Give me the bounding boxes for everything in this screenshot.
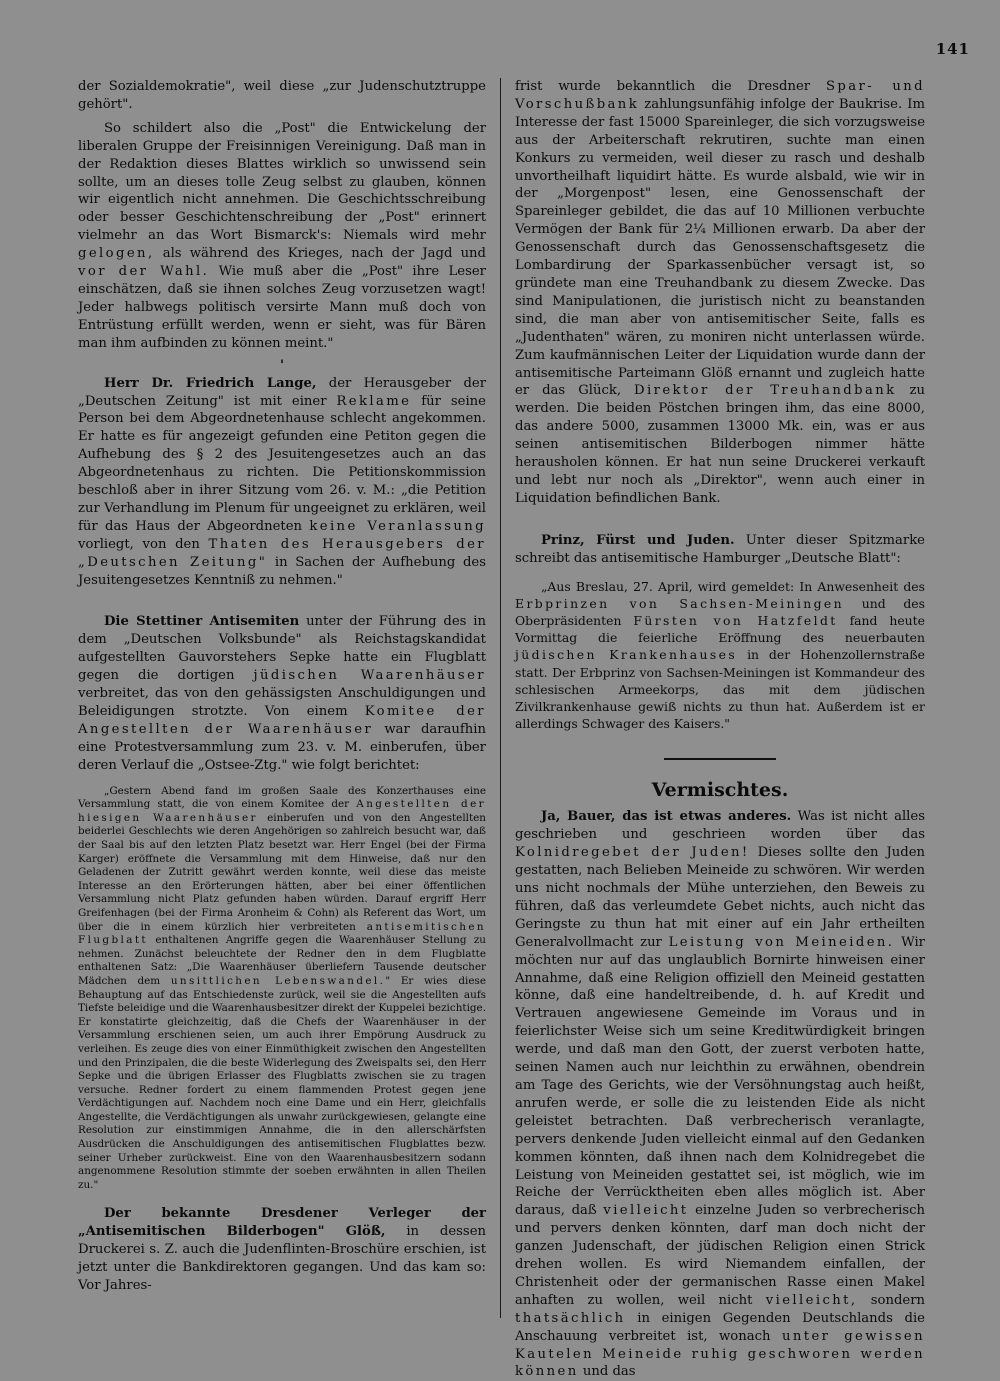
- left-column: [78, 78, 486, 1295]
- article-bauer-heading: Ja, Bauer, das ist etwas anderes.: [541, 809, 792, 825]
- right-column: [515, 78, 925, 1381]
- article-gloess-continued: frist wurde bekanntlich die Dresdner Spar- und Vorschußbank zahlungsunfähig infolge der Baukrise. Im Interesse der fast 15000 Spareinleger, die sich vorzugsweise aus der Arbeiterschaft rekrutiren, suchte man einen Konkurs zu vermeiden, weil dieser zu rasch und deshalb unvortheilhaft liquidirt hätte. Es wurde alsbald, wie wir in der „Morgenpost" lesen, eine Genossenschaft der Spareinleger gebildet, die das auf 10 Millionen verbuchte Vermögen der Bank für 2¼ Millionen erwarb. Da aber der Genossenschaft durch das Genossenschaftsgesetz die Lombardirung der Sparkassenbücher versagt ist, so gründete man eine Treuhandbank zu diesem Zwecke. Das sind Manipulationen, die juristisch nicht zu beanstanden sind, die man aber von antisemitischer Seite, falls es „Judenthaten" wären, zu moniren nicht unterlassen würde. Zum kaufmännischen Leiter der Liquidation wurde dann der antisemitische Parteimann Glöß ernannt und zugleich hatte er das Glück, Direktor der Treuhandbank zu werden. Die beiden Pöstchen bringen ihm, das eine 8000, das andere 5000, zusammen 13000 Mk. ein, was er aus seinen antisemitischen Bilderbogen nimmer hätte herausholen können. Er hat nun seine Druckerei verkauft und lebt nur noch als „Direktor", wenn auch einer in Liquidation befindlichen Bank.: [515, 79, 926, 506]
- quote-ostsee-zeitung: „Gestern Abend fand im großen Saale des Konzerthauses eine Versammlung statt, die von einem Komitee der Angestellten der hiesigen Waarenhäuser einberufen und von den Angestellten beiderlei Geschlechts wie deren Angehörigen so zahlreich besucht war, daß der Saal bis auf den letzten Platz besetzt war. Herr Engel (bei der Firma Karger) eröffnete die Versammlung mit dem Hinweise, daß nur den Geladenen der Zutritt gewährt werden konnte, weil diese das meiste Interesse an den Erörterungen hätten, aber bei einer öffentlichen Versammlung nicht Platz gefunden haben würden. Darauf ergriff Herr Greifenhagen (bei der Firma Aronheim & Cohn) als Referent das Wort, um über die in einem kürzlich hier verbreiteten antisemitischen Flugblatt enthaltenen Angriffe gegen die Waarenhäuser Stellung zu nehmen. Zunächst beleuchtete der Redner den in dem Flugblatte enthaltenen Satz: „Die Waarenhäuser überliefern Tausende deutscher Mädchen dem unsittlichen Lebenswandel." Er wies diese Behauptung auf das Entschiedenste zurück, weil sie die Angestellten aufs Tiefste beleidige und die Waarenhausbesitzer direkt der Kuppelei bezichtige. Er konstatirte gleichzeitig, daß die Chefs der Waarenhäuser in der Versammlung erschienen seien, um auch ihrer Empörung Ausdruck zu verleihen. Es zeuge dies von einer Einmüthigkeit zwischen den Angestellten und den Prinzipalen, die die beste Widerlegung des Zweispalts sei, den Herr Sepke und die übrigen Erlasser des Flugblatts zwischen sie zu tragen versuche. Redner fordert zu einem flammenden Protest gegen jene Verdächtigungen auf. Nachdem noch eine Dame und ein Herr, gleichfalls Angestellte, die Verdächtigungen als unwahr zurückgewiesen, gelangte eine Resolution zur einstimmigen Annahme, die in den allerschärfsten Ausdrücken die Anschuldigungen des antisemitischen Flugblattes bezw. seiner Urheber zurückweist. Eine von den Waarenhausbesitzern sodann angenommene Resolution stimmte der soeben erwähnten in allen Theilen zu.": [78, 784, 487, 1191]
- page-number: 141: [935, 40, 970, 58]
- article-bauer: Ja, Bauer, das ist etwas anderes. Was ist nicht alles geschrieben und geschrieen worden über das Kolnidregebet der Juden! Dieses sollte den Juden gestatten, nach Belieben Meineide zu schwören. Wir werden uns nicht nochmals der Mühe unterziehen, den Beweis zu führen, daß das verleumdete Gebet nichts, auch nicht das Geringste zu thun hat mit einer auf ein Jahr ertheilten Generalvollmacht zur Leistung von Meineiden. Wir möchten nur auf das unglaublich Bornirte hinweisen einer Annahme, daß eine Religion offiziell den Meineid gestatten könne, daß eine handeltreibende, d. h. auf Kredit und Vertrauen angewiesene Gemeinde im Voraus und in feierlichster Weise sich um seine Kreditwürdigkeit bringen werde, und daß man den Gott, der zuerst verboten hatte, seinen Namen auch nur leichthin zu erwähnen, obendrein am Tage des Gerichts, wie der Versöhnungstag auch heißt, anrufen werde, er solle die zu leistenden Eide als nicht geleistet betrachten. Daß verbrecherisch veranlagte, pervers denkende Juden vielleicht einmal auf den Gedanken kommen könnten, daß ihnen nach dem Kolnidregebet die Leistung von Meineiden gestattet sei, ist möglich, wie im Reiche der Verrücktheiten eben alles möglich ist. Aber daraus, daß vielleicht einzelne Juden so verbrecherisch und pervers denken könnten, darf man doch nicht der ganzen Judenschaft, der jüdischen Religion einen Strick drehen wollen. Es wird Niemandem einfallen, der Christenheit oder der germanischen Rasse einen Makel anhaften zu wollen, weil nicht vielleicht, sondern thatsächlich in einigen Gegenden Deutschlands die Anschauung verbreitet ist, wonach unter gewissen Kautelen Meineide ruhig geschworen werden können und das: [515, 809, 926, 1380]
- article-lange-heading: Herr Dr. Friedrich Lange,: [104, 375, 317, 391]
- article-stettin-heading: Die Stettiner Antisemiten: [104, 614, 300, 630]
- section-title-vermischtes: Vermischtes.: [651, 779, 789, 802]
- column-divider: [500, 78, 501, 1318]
- article-stettin: Die Stettiner Antisemiten unter der Führung des in dem „Deutschen Volksbunde" als Reichstagskandidat aufgestellten Gauvorstehers Sepke hatte ein Flugblatt gegen die dortigen jüdischen Waarenhäuser verbreitet, das von den gehässigsten Anschuldigungen und Beleidigungen strotzte. Von einem Komitee der Angestellten der Waarenhäuser war daraufhin eine Protestversammlung zum 23. v. M. einberufen, über deren Verlauf die „Ostsee-Ztg." wie folgt berichtet:: [78, 614, 486, 773]
- article-lange: Herr Dr. Friedrich Lange, der Herausgeber der „Deutschen Zeitung" ist mit einer Reklame für seine Person bei dem Abgeordnetenhause schlecht angekommen. Er hatte es für angezeigt gefunden eine Petiton gegen die Aufhebung des § 2 des Jesuitengesetzes auch an das Abgeordnetenhaus zu richten. Die Petitionskommission beschloß aber in ihrer Sitzung vom 26. v. M.: „die Petition zur Verhandlung im Plenum für ungeeignet zu erklären, weil für das Haus der Abgeordneten keine Veranlassung vorliegt, von den Thaten des Herausgebers der „Deutschen Zeitung" in Sachen der Aufhebung des Jesuitengesetzes Kenntniß zu nehmen.": [78, 375, 486, 588]
- paragraph-post-end: der Sozialdemokratie", weil diese „zur Judenschutztruppe gehört".: [78, 79, 486, 112]
- article-prinz: Prinz, Fürst und Juden. Unter dieser Spitzmarke schreibt das antisemitische Hamburger „Deutsche Blatt":: [515, 532, 925, 566]
- separator-mark: ': [279, 357, 285, 373]
- paragraph-post-critique: So schildert also die „Post" die Entwickelung der liberalen Gruppe der Freisinnigen Vereinigung. Daß man in der Redaktion dieses Blattes wirklich so unwissend sein sollte, um an dieses tolle Zeug selbst zu glauben, können wir eigentlich nicht annehmen. Die Geschichtsschreibung oder besser Geschichtenschreibung der „Post" erinnert vielmehr an das Wort Bismarck's: Niemals wird mehr gelogen, als während des Krieges, nach der Jagd und vor der Wahl. Wie muß aber die „Post" ihre Leser einschätzen, daß sie ihnen solches Zeug vorzusetzen wagt! Jeder halbwegs politisch versirte Mann muß doch von Entrüstung erfüllt werden, wenn er sieht, was für Bären man ihm aufbinden zu können meint.": [78, 120, 486, 351]
- article-gloess: Der bekannte Dresdener Verleger der „Antisemitischen Bilderbogen" Glöß, in dessen Druckerei s. Z. auch die Judenflinten-Broschüre erschien, ist jetzt unter die Bankdirektoren gegangen. Und das kam so: Vor Jahres-: [78, 1206, 486, 1294]
- quote-deutsches-blatt: „Aus Breslau, 27. April, wird gemeldet: In Anwesenheit des Erbprinzen von Sachsen-Meiningen und des Oberpräsidenten Fürsten von Hatzfeldt fand heute Vormittag die feierliche Eröffnung des neuerbauten jüdischen Krankenhauses in der Hohenzollernstraße statt. Der Erbprinz von Sachsen-Meiningen ist Kommandeur des schlesischen Armeekorps, das mit dem jüdischen Zivilkrankenhause gewiß nichts zu thun hat. Außerdem ist er allerdings Schwager des Kaisers.": [515, 578, 925, 732]
- section-divider: [664, 758, 776, 760]
- article-prinz-heading: Prinz, Fürst und Juden.: [541, 532, 735, 548]
- article-gloess-heading: Der bekannte Dresdener Verleger der „Antisemitischen Bilderbogen" Glöß,: [78, 1206, 486, 1240]
